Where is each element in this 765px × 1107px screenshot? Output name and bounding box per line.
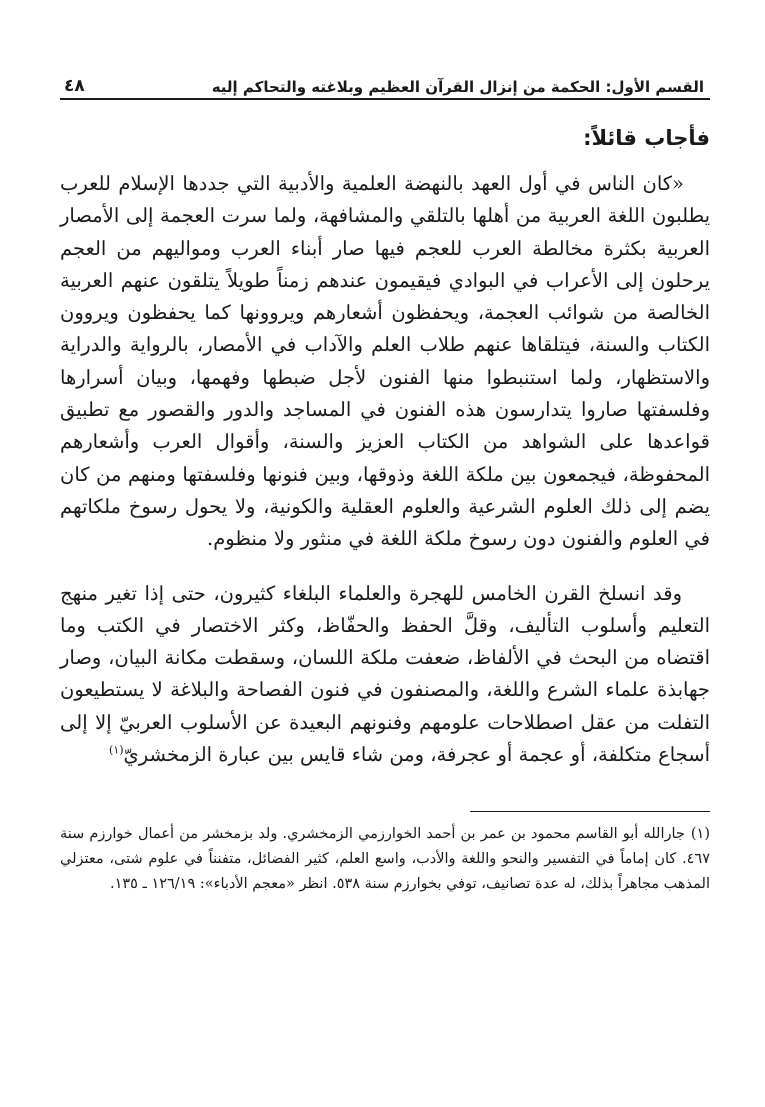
second-paragraph-text: وقد انسلخ القرن الخامس للهجرة والعلماء البلغاء كثيرون، حتى إذا تغير منهج التعليم وأسلوب التأليف، وقلَّ الحفظ والحفّاظ، وكثر الاختصار في الكتب وما اقتضاه من البحث في الألفاظ، ضعفت ملكة اللسان، وسقطت مكانة البيان، وصار جهابذة علماء الشرع واللغة، والمصنفون في فنون الفصاحة والبلاغة لا يستطيعون التفلت من عقل اصطلاحات علومهم وفنونهم البعيدة عن الأسلوب العربيّ إلا إلى أسجاع متكلفة، أو عجمة أو عجرفة، ومن شاء قايس بين عبارة الزمخشريّ — [60, 581, 710, 767]
page-number: ٤٨ — [64, 76, 85, 96]
answer-heading: فأجاب قائلاً: — [583, 126, 710, 150]
footnote-reference: (١) — [109, 743, 124, 757]
footnote-divider — [470, 811, 710, 812]
footnote-marker: (١) — [690, 826, 710, 843]
running-title: القسم الأول: الحكمة من إنزال القرآن العظيم وبلاغته والتحاكم إليه — [211, 78, 704, 96]
second-paragraph — [60, 578, 710, 772]
quote-paragraph: «كان الناس في أول العهد بالنهضة العلمية والأدبية التي جددها الإسلام للعرب يطلبون اللغة العربية من أهلها بالتلقي والمشافهة، ولما سرت العجمة إلى الأمصار العربية بكثرة مخالطة العرب للعجم فيها صار أبناء العرب ومواليهم من العجم يرحلون إلى الأعراب في البوادي فيقيمون عندهم زمناً طويلاً يتلقون عنهم العربية الخالصة من شوائب العجمة، ويحفظون أشعارهم ويروونها كما يحفظون ويروون الكتاب والسنة، فيتلقاها عنهم طلاب العلم والآداب في الأمصار، بالرواية والدراية والاستظهار، ولما استنبطوا منها الفنون لأجل ضبطها وفهمها، وبيان أسرارها وفلسفتها صاروا يتدارسون هذه الفنون في المساجد والدور والقصور مع تطبيق قواعدها على الشواهد من الكتاب العزيز والسنة، وأقوال العرب وأشعارهم المحفوظة، فيجمعون بين ملكة اللغة وذوقها، وبين فنونها وفلسفتها ومنهم من كان يضم إلى ذلك العلوم الشرعية والعلوم العقلية والكونية، ولا يحول رسوخ ملكاتهم في العلوم والفنون دون رسوخ ملكة اللغة في منثور ولا منظوم. — [60, 172, 710, 551]
page-header — [60, 66, 710, 100]
book-page — [60, 66, 710, 897]
footnote — [60, 822, 710, 897]
footnote-text: جارالله أبو القاسم محمود بن عمر بن أحمد الخوارزمي الزمخشري. ولد بزمخشر من أعمال خوارزم سنة ٤٦٧. كان إماماً في التفسير والنحو واللغة والأدب، واسع العلم، كثير الفضائل، متفنناً في علوم شتى، معتزلي المذهب مجاهراً بذلك، له عدة تصانيف، توفي بخوارزم سنة ٥٣٨. انظر «معجم الأدباء»: ١٢٦/١٩ ـ ١٣٥. — [60, 826, 710, 893]
